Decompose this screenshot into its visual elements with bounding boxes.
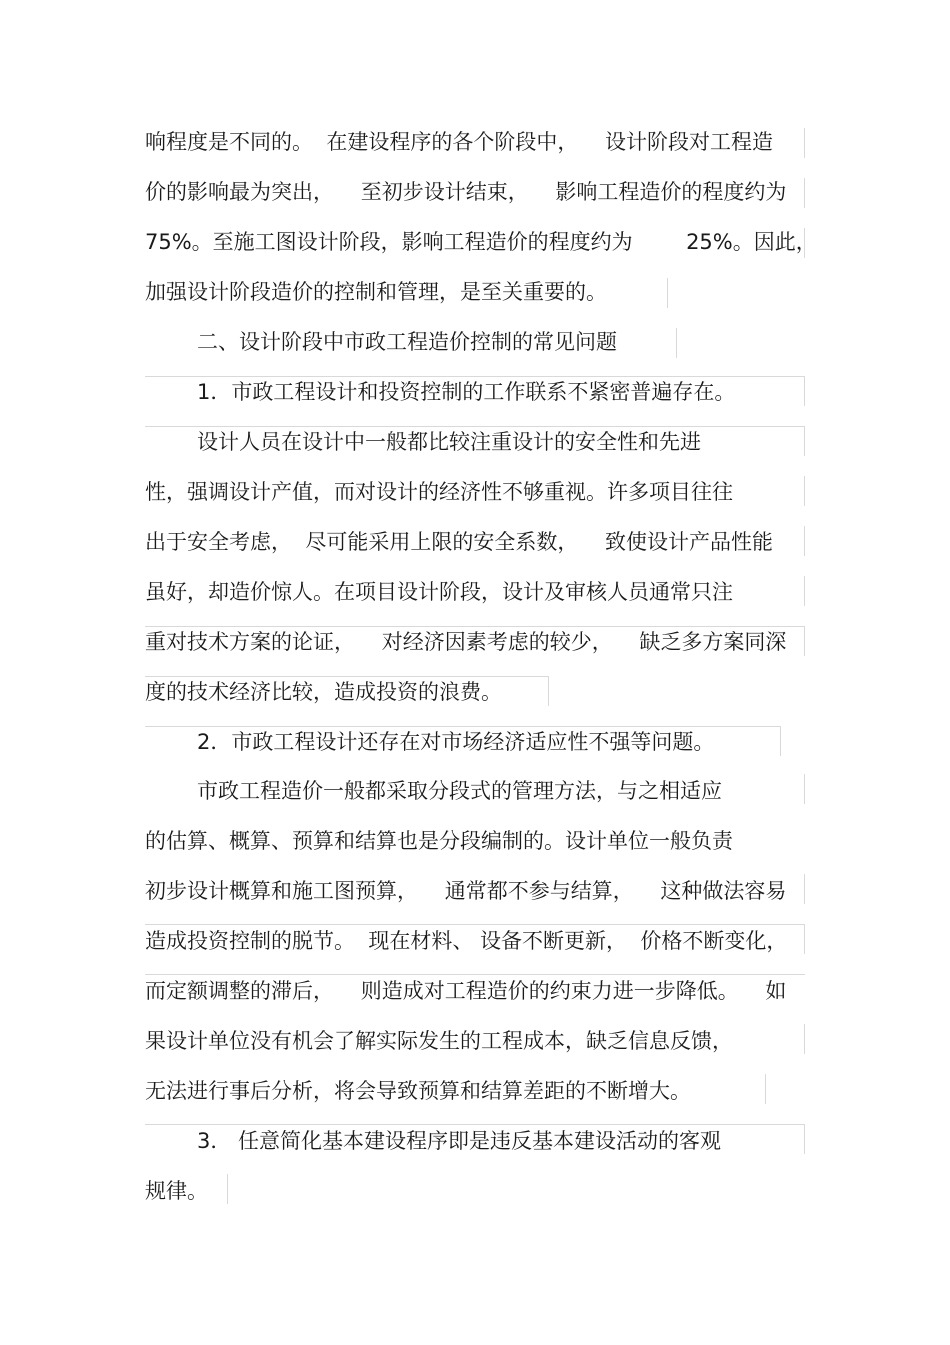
border-line: [667, 278, 668, 308]
border-line: [145, 974, 805, 975]
border-line: [145, 924, 805, 925]
paragraph-line: 的估算、概算、预算和结算也是分段编制的。设计单位一般负责: [145, 829, 733, 853]
paragraph-line: 规律。: [145, 1179, 208, 1203]
border-line: [804, 626, 805, 656]
border-line: [804, 376, 805, 406]
paragraph-line: 出于安全考虑， 尽可能采用上限的安全系数， 致使设计产品性能: [145, 530, 774, 554]
border-line: [804, 426, 805, 456]
paragraph-line: 性，强调设计产值，而对设计的经济性不够重视。许多项目往往: [145, 480, 733, 504]
border-line: [804, 1024, 805, 1054]
border-line: [804, 128, 805, 158]
border-line: [804, 874, 805, 904]
paragraph-line: 加强设计阶段造价的控制和管理，是至关重要的。: [145, 280, 607, 304]
paragraph-line: 75%。至施工图设计阶段，影响工程造价的程度约为 25%。因此，: [145, 230, 817, 254]
border-line: [804, 1124, 805, 1154]
border-line: [780, 726, 781, 756]
paragraph-line: 初步设计概算和施工图预算， 通常都不参与结算， 这种做法容易: [145, 879, 787, 903]
paragraph-line: 重对技术方案的论证， 对经济因素考虑的较少， 缺乏多方案同深: [145, 630, 787, 654]
border-line: [804, 476, 805, 506]
paragraph-line: 响程度是不同的。 在建设程序的各个阶段中， 设计阶段对工程造: [145, 130, 774, 154]
paragraph-line: 造成投资控制的脱节。 现在材料、 设备不断更新， 价格不断变化，: [145, 929, 788, 953]
paragraph-line: 价的影响最为突出， 至初步设计结束， 影响工程造价的程度约为: [145, 180, 787, 204]
paragraph-line: 果设计单位没有机会了解实际发生的工程成本，缺乏信息反馈，: [145, 1029, 733, 1053]
border-line: [227, 1174, 228, 1204]
border-line: [804, 526, 805, 556]
subsection-heading: 2．市政工程设计还存在对市场经济适应性不强等问题。: [197, 730, 715, 754]
border-line: [676, 328, 677, 358]
paragraph-line: 而定额调整的滞后， 则造成对工程造价的约束力进一步降低。 如: [145, 979, 787, 1003]
paragraph-line: 度的技术经济比较，造成投资的浪费。: [145, 680, 502, 704]
subsection-heading: 1．市政工程设计和投资控制的工作联系不紧密普遍存在。: [197, 380, 736, 404]
border-line: [804, 774, 805, 804]
border-line: [804, 576, 805, 606]
border-line: [548, 676, 549, 706]
border-line: [145, 1124, 805, 1125]
paragraph-line: 虽好，却造价惊人。在项目设计阶段，设计及审核人员通常只注: [145, 580, 733, 604]
section-heading: 二、设计阶段中市政工程造价控制的常见问题: [197, 330, 617, 354]
paragraph-line: 无法进行事后分析，将会导致预算和结算差距的不断增大。: [145, 1079, 691, 1103]
border-line: [765, 1074, 766, 1104]
paragraph-line: 设计人员在设计中一般都比较注重设计的安全性和先进: [197, 430, 701, 454]
border-line: [804, 178, 805, 208]
paragraph-line: 市政工程造价一般都采取分段式的管理方法，与之相适应: [197, 779, 722, 803]
subsection-heading: 3． 任意简化基本建设程序即是违反基本建设活动的客观: [197, 1129, 722, 1153]
border-line: [804, 924, 805, 954]
